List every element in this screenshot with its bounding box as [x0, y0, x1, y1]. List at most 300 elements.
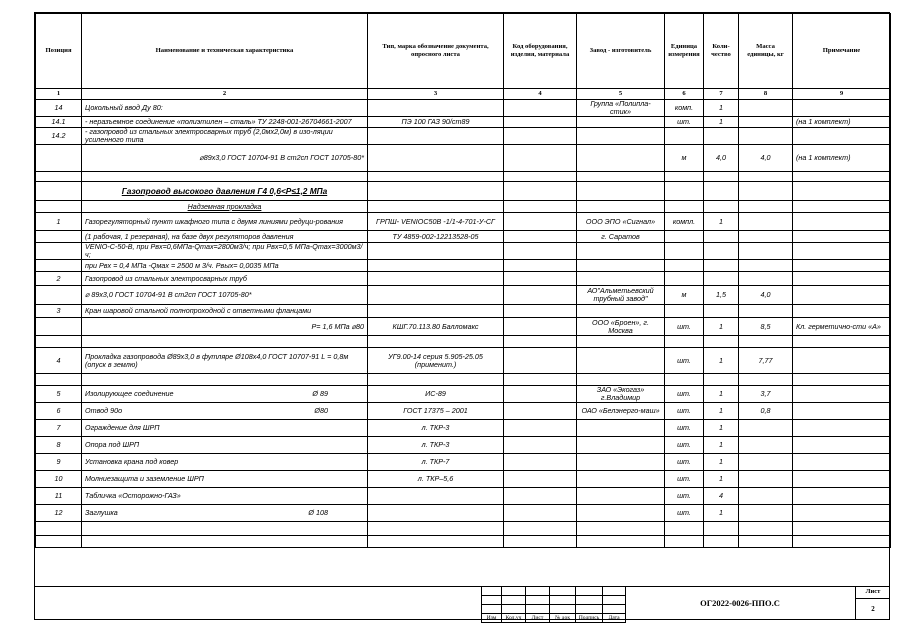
- cell-type: [368, 522, 504, 536]
- cell-type: [368, 286, 504, 305]
- cell-maker: [577, 305, 665, 318]
- cell-name: [82, 420, 368, 437]
- cell-name: [82, 201, 368, 213]
- cell-qty: 1: [704, 117, 739, 128]
- cell-name-diameter: Ø80: [314, 406, 328, 415]
- cell-type: ГОСТ 17375 – 2001: [368, 403, 504, 420]
- cell-maker: [577, 522, 665, 536]
- cell-mass: [739, 243, 793, 260]
- cell-pos: 4: [36, 348, 82, 374]
- cell-code: [504, 522, 577, 536]
- cell-maker: [577, 536, 665, 548]
- cell-type: [368, 128, 504, 145]
- cell-qty: 1: [704, 213, 739, 231]
- cell-pos: [36, 374, 82, 386]
- cell-mass: [739, 488, 793, 505]
- cell-code: [504, 213, 577, 231]
- cell-pos: [36, 536, 82, 548]
- cell-maker: [577, 420, 665, 437]
- table-row: [36, 522, 891, 536]
- table-row: [36, 201, 891, 213]
- cell-maker: [577, 505, 665, 522]
- cell-name-text: VENIO-C-50-B, при Рвх=0,6МПа-Qmax=2800м3/ч; при Рвх=0,5 МПа-Qmax=3000м3/ч;: [85, 242, 363, 259]
- cell-note: [793, 201, 891, 213]
- header-qty: Коли-чество: [704, 14, 739, 89]
- cell-pos: 2: [36, 272, 82, 286]
- cell-qty: [704, 374, 739, 386]
- cell-name-text: Табличка «Осторожно-ГАЗ»: [85, 491, 181, 500]
- header-note: Примечание: [793, 14, 891, 89]
- table-row: [36, 318, 891, 336]
- cell-mass: 0,8: [739, 403, 793, 420]
- cell-unit: [665, 260, 704, 272]
- cell-name-text: Заглушка: [85, 508, 118, 517]
- cell-name: [82, 437, 368, 454]
- cell-maker: [577, 128, 665, 145]
- cell-qty: [704, 536, 739, 548]
- header-pos: Позиция: [36, 14, 82, 89]
- cell-name: [82, 213, 368, 231]
- cell-name-text: (1 рабочая, 1 резервная), на базе двух регуляторов давления: [85, 231, 294, 241]
- cell-name: [82, 286, 368, 305]
- cell-pos: [36, 260, 82, 272]
- cell-maker: ООО «Броен», г. Москва: [577, 318, 665, 336]
- cell-unit: компл.: [665, 213, 704, 231]
- table-row: [36, 403, 891, 420]
- label-kol-uch: Кол.уч: [502, 614, 526, 623]
- cell-qty: [704, 305, 739, 318]
- table-row: [36, 348, 891, 374]
- cell-note: [793, 336, 891, 348]
- cell-unit: шт.: [665, 403, 704, 420]
- cell-note: (на 1 комплект): [793, 145, 891, 172]
- cell-code: [504, 386, 577, 403]
- cell-qty: [704, 128, 739, 145]
- cell-mass: [739, 522, 793, 536]
- table-row: [36, 420, 891, 437]
- cell-name: [82, 536, 368, 548]
- cell-mass: [739, 454, 793, 471]
- header-type: Тип, марка обозначение документа, опросного листа: [368, 14, 504, 89]
- cell-name: [82, 374, 368, 386]
- cell-unit: шт.: [665, 117, 704, 128]
- cell-type: [368, 488, 504, 505]
- cell-name: [82, 336, 368, 348]
- cell-mass: [739, 182, 793, 201]
- cell-mass: [739, 336, 793, 348]
- cell-maker: [577, 348, 665, 374]
- cell-pos: [36, 318, 82, 336]
- cell-name-text: - неразъемное соединение «полиэтилен – сталь» ТУ 2248-001-26704661-2007: [85, 117, 352, 126]
- cell-mass: 7,77: [739, 348, 793, 374]
- cell-code: [504, 374, 577, 386]
- cell-name: [82, 272, 368, 286]
- cell-maker: [577, 117, 665, 128]
- header-unit: Единица измерения: [665, 14, 704, 89]
- cell-type: [368, 100, 504, 117]
- cell-unit: шт.: [665, 420, 704, 437]
- cell-qty: 1: [704, 454, 739, 471]
- cell-qty: 4,0: [704, 145, 739, 172]
- cell-name-text: Опора под ШРП: [85, 440, 140, 449]
- cell-code: [504, 201, 577, 213]
- cell-qty: 4: [704, 488, 739, 505]
- cell-maker: [577, 374, 665, 386]
- cell-name-text: ⌀89х3,0 ГОСТ 10704-91 В ст2сп ГОСТ 10705-80*: [199, 153, 364, 162]
- cell-name-diameter: Ø 89: [312, 389, 328, 398]
- cell-pos: 14.2: [36, 128, 82, 145]
- cell-pos: [36, 286, 82, 305]
- cell-note: [793, 420, 891, 437]
- table-row: [36, 437, 891, 454]
- sheet-number-box: [855, 586, 890, 620]
- cell-code: [504, 454, 577, 471]
- header-mass: Масса единицы, кг: [739, 14, 793, 89]
- cell-pos: 3: [36, 305, 82, 318]
- cell-mass: [739, 420, 793, 437]
- cell-name-text: Р= 1,6 МПа ⌀80: [311, 321, 364, 331]
- cell-mass: [739, 201, 793, 213]
- cell-qty: 1: [704, 437, 739, 454]
- cell-unit: шт.: [665, 318, 704, 336]
- cell-qty: 1: [704, 318, 739, 336]
- cell-name: [82, 454, 368, 471]
- cell-maker: [577, 488, 665, 505]
- cell-pos: 5: [36, 386, 82, 403]
- cell-pos: [36, 182, 82, 201]
- cell-maker: ЗАО «Экогаз» г.Владимир: [577, 386, 665, 403]
- label-izm: Изм: [482, 614, 502, 623]
- cell-maker: Группа «Полипла-стик»: [577, 100, 665, 117]
- cell-code: [504, 117, 577, 128]
- column-number: 9: [793, 89, 891, 100]
- cell-name-text: Газопровод из стальных электросварных труб: [85, 273, 247, 283]
- header-code: Код оборудования, изделия, материала: [504, 14, 577, 89]
- cell-maker: [577, 454, 665, 471]
- cell-name: [82, 117, 368, 128]
- cell-qty: [704, 522, 739, 536]
- sheet-label: Лист: [856, 586, 890, 599]
- cell-unit: шт.: [665, 471, 704, 488]
- cell-unit: [665, 231, 704, 243]
- table-row: [36, 182, 891, 201]
- cell-pos: 9: [36, 454, 82, 471]
- cell-type: л. ТКР-7: [368, 454, 504, 471]
- cell-unit: [665, 536, 704, 548]
- cell-code: [504, 318, 577, 336]
- cell-type: [368, 172, 504, 182]
- cell-pos: 1: [36, 213, 82, 231]
- cell-type: [368, 182, 504, 201]
- cell-type: [368, 243, 504, 260]
- cell-qty: [704, 172, 739, 182]
- cell-unit: комп.: [665, 100, 704, 117]
- cell-name: [82, 100, 368, 117]
- cell-pos: 8: [36, 437, 82, 454]
- cell-pos: 12: [36, 505, 82, 522]
- cell-type: л. ТКР–5,6: [368, 471, 504, 488]
- cell-mass: [739, 128, 793, 145]
- cell-code: [504, 471, 577, 488]
- cell-code: [504, 243, 577, 260]
- cell-name: [82, 318, 368, 336]
- column-number: 1: [36, 89, 82, 100]
- cell-pos: 14.1: [36, 117, 82, 128]
- table-row: [36, 286, 891, 305]
- cell-type: [368, 536, 504, 548]
- cell-name: [82, 145, 368, 172]
- cell-name-text: Газопровод высокого давления Г4 0,6<P≤1,2 МПа: [121, 185, 328, 196]
- table-row: [36, 243, 891, 260]
- specification-body: [36, 100, 891, 548]
- cell-mass: [739, 374, 793, 386]
- table-row: [36, 454, 891, 471]
- label-list: Лист: [526, 614, 550, 623]
- cell-unit: [665, 272, 704, 286]
- cell-name: [82, 348, 368, 374]
- cell-type: [368, 374, 504, 386]
- cell-code: [504, 437, 577, 454]
- cell-code: [504, 272, 577, 286]
- cell-unit: шт.: [665, 386, 704, 403]
- cell-code: [504, 348, 577, 374]
- cell-name: [82, 386, 368, 403]
- cell-mass: [739, 260, 793, 272]
- cell-mass: [739, 536, 793, 548]
- cell-qty: 1: [704, 386, 739, 403]
- cell-note: [793, 100, 891, 117]
- column-number-row: [36, 89, 891, 100]
- cell-code: [504, 286, 577, 305]
- cell-code: [504, 336, 577, 348]
- cell-pos: 6: [36, 403, 82, 420]
- cell-unit: шт.: [665, 437, 704, 454]
- cell-type: ГРПШ- VENIOC50B -1/1-4-701-У-СГ: [368, 213, 504, 231]
- cell-mass: [739, 213, 793, 231]
- table-row: [36, 100, 891, 117]
- cell-unit: шт.: [665, 505, 704, 522]
- cell-type: [368, 145, 504, 172]
- table-row: [36, 213, 891, 231]
- cell-name-text: Газорегуляторный пункт шкафного типа с двумя линиями редуци-рования: [85, 216, 343, 226]
- cell-mass: [739, 471, 793, 488]
- cell-note: [793, 305, 891, 318]
- table-row: [36, 231, 891, 243]
- cell-name: [82, 522, 368, 536]
- cell-type: л. ТКР-3: [368, 437, 504, 454]
- column-number: 5: [577, 89, 665, 100]
- column-number: 2: [82, 89, 368, 100]
- cell-maker: [577, 471, 665, 488]
- cell-type: УГ9.00-14 серия 5.905-25.05 (применит.): [368, 348, 504, 374]
- cell-note: [793, 243, 891, 260]
- cell-note: [793, 522, 891, 536]
- cell-note: [793, 172, 891, 182]
- label-signature: Подпись: [576, 614, 603, 623]
- cell-unit: [665, 182, 704, 201]
- table-row: [36, 336, 891, 348]
- cell-note: [793, 182, 891, 201]
- cell-code: [504, 536, 577, 548]
- table-row: [36, 272, 891, 286]
- cell-code: [504, 128, 577, 145]
- cell-pos: 11: [36, 488, 82, 505]
- cell-qty: [704, 272, 739, 286]
- cell-qty: [704, 201, 739, 213]
- cell-unit: шт.: [665, 348, 704, 374]
- cell-mass: 4,0: [739, 145, 793, 172]
- cell-maker: АО"Альметьевский трубный завод": [577, 286, 665, 305]
- cell-name-text: Кран шаровой стальной полнопроходной с ответными фланцами: [85, 306, 312, 315]
- cell-name: [82, 471, 368, 488]
- cell-name: [82, 505, 368, 522]
- cell-note: [793, 231, 891, 243]
- cell-name-text: Изолирующее соединение: [85, 389, 174, 398]
- title-block-revision-grid: [481, 586, 626, 623]
- cell-qty: 1: [704, 471, 739, 488]
- cell-note: [793, 272, 891, 286]
- cell-note: [793, 536, 891, 548]
- table-row: [36, 128, 891, 145]
- table-row: [36, 260, 891, 272]
- cell-qty: 1: [704, 505, 739, 522]
- cell-mass: 3,7: [739, 386, 793, 403]
- cell-name-text: - газопровод из стальных электросварных труб (2,0мх2,0м) в изо-ляции усиленного типа: [85, 127, 333, 144]
- cell-name-text: Цокольный ввод Ду 80:: [85, 103, 163, 112]
- cell-name: [82, 128, 368, 145]
- cell-note: [793, 386, 891, 403]
- cell-code: [504, 182, 577, 201]
- cell-mass: [739, 437, 793, 454]
- cell-mass: [739, 272, 793, 286]
- column-number: 4: [504, 89, 577, 100]
- label-date: Дата: [603, 614, 626, 623]
- table-row: [36, 305, 891, 318]
- table-row: [36, 386, 891, 403]
- cell-name-text: при Рвх = 0,4 МПа -Qмах = 2500 м 3/ч. Рвых= 0,0035 МПа: [85, 260, 279, 270]
- cell-note: [793, 403, 891, 420]
- cell-note: [793, 128, 891, 145]
- cell-note: [793, 471, 891, 488]
- cell-maker: ОАО «Белэнерго-маш»: [577, 403, 665, 420]
- table-row: [36, 488, 891, 505]
- cell-type: ИС-89: [368, 386, 504, 403]
- cell-type: ТУ 4859-002-12213528-05: [368, 231, 504, 243]
- cell-maker: [577, 260, 665, 272]
- cell-note: [793, 348, 891, 374]
- cell-note: [793, 374, 891, 386]
- table-row: [36, 505, 891, 522]
- cell-unit: [665, 374, 704, 386]
- cell-unit: шт.: [665, 454, 704, 471]
- cell-name: [82, 231, 368, 243]
- table-row: [36, 145, 891, 172]
- column-number: 7: [704, 89, 739, 100]
- cell-maker: [577, 336, 665, 348]
- cell-maker: г. Саратов: [577, 231, 665, 243]
- column-number: 6: [665, 89, 704, 100]
- cell-code: [504, 403, 577, 420]
- cell-note: (на 1 комплект): [793, 117, 891, 128]
- cell-name-text: Ограждение для ШРП: [85, 423, 160, 432]
- cell-maker: ООО ЭПО «Сигнал»: [577, 213, 665, 231]
- cell-unit: м: [665, 145, 704, 172]
- cell-mass: [739, 305, 793, 318]
- cell-qty: [704, 231, 739, 243]
- cell-qty: 1,5: [704, 286, 739, 305]
- cell-name: [82, 172, 368, 182]
- cell-name-text: Отвод 90о: [85, 406, 123, 415]
- cell-type: [368, 336, 504, 348]
- cell-type: л. ТКР-3: [368, 420, 504, 437]
- table-row: [36, 471, 891, 488]
- cell-pos: [36, 231, 82, 243]
- label-doc-no: № док: [550, 614, 576, 623]
- cell-type: КШГ.70.113.80 Балломакс: [368, 318, 504, 336]
- cell-mass: [739, 231, 793, 243]
- cell-type: [368, 260, 504, 272]
- cell-pos: 7: [36, 420, 82, 437]
- cell-code: [504, 100, 577, 117]
- cell-name-text: Молниезащита и заземление ШРП: [85, 474, 204, 483]
- cell-pos: [36, 243, 82, 260]
- cell-pos: [36, 336, 82, 348]
- table-row: [36, 536, 891, 548]
- cell-type: [368, 201, 504, 213]
- cell-note: Кл. герметично-сти «А»: [793, 318, 891, 336]
- cell-qty: [704, 182, 739, 201]
- specification-sheet: [34, 12, 890, 620]
- cell-name: [82, 260, 368, 272]
- cell-name-diameter: Ø 108: [308, 508, 328, 517]
- cell-qty: [704, 260, 739, 272]
- cell-unit: м: [665, 286, 704, 305]
- revision-labels-row: [482, 614, 626, 623]
- cell-name: [82, 243, 368, 260]
- cell-mass: [739, 505, 793, 522]
- cell-maker: [577, 145, 665, 172]
- cell-code: [504, 231, 577, 243]
- cell-maker: [577, 243, 665, 260]
- cell-unit: [665, 172, 704, 182]
- table-row: [36, 172, 891, 182]
- column-number: 3: [368, 89, 504, 100]
- cell-qty: [704, 243, 739, 260]
- cell-code: [504, 172, 577, 182]
- cell-qty: 1: [704, 403, 739, 420]
- cell-mass: [739, 117, 793, 128]
- cell-unit: [665, 243, 704, 260]
- cell-type: [368, 505, 504, 522]
- cell-maker: [577, 172, 665, 182]
- cell-name-text: Установка крана под ковер: [85, 457, 179, 466]
- cell-name-text: ⌀ 89х3,0 ГОСТ 10704-91 В ст2сп ГОСТ 10705-80*: [85, 290, 252, 299]
- cell-pos: 10: [36, 471, 82, 488]
- cell-unit: [665, 336, 704, 348]
- cell-unit: [665, 128, 704, 145]
- cell-pos: [36, 201, 82, 213]
- cell-code: [504, 305, 577, 318]
- cell-name-text: Надземная прокладка: [187, 201, 262, 211]
- specification-table: [35, 13, 891, 548]
- cell-type: [368, 272, 504, 286]
- header-name: Наименование и техническая характеристика: [82, 14, 368, 89]
- cell-code: [504, 145, 577, 172]
- cell-maker: [577, 437, 665, 454]
- cell-mass: [739, 100, 793, 117]
- cell-maker: [577, 182, 665, 201]
- cell-note: [793, 505, 891, 522]
